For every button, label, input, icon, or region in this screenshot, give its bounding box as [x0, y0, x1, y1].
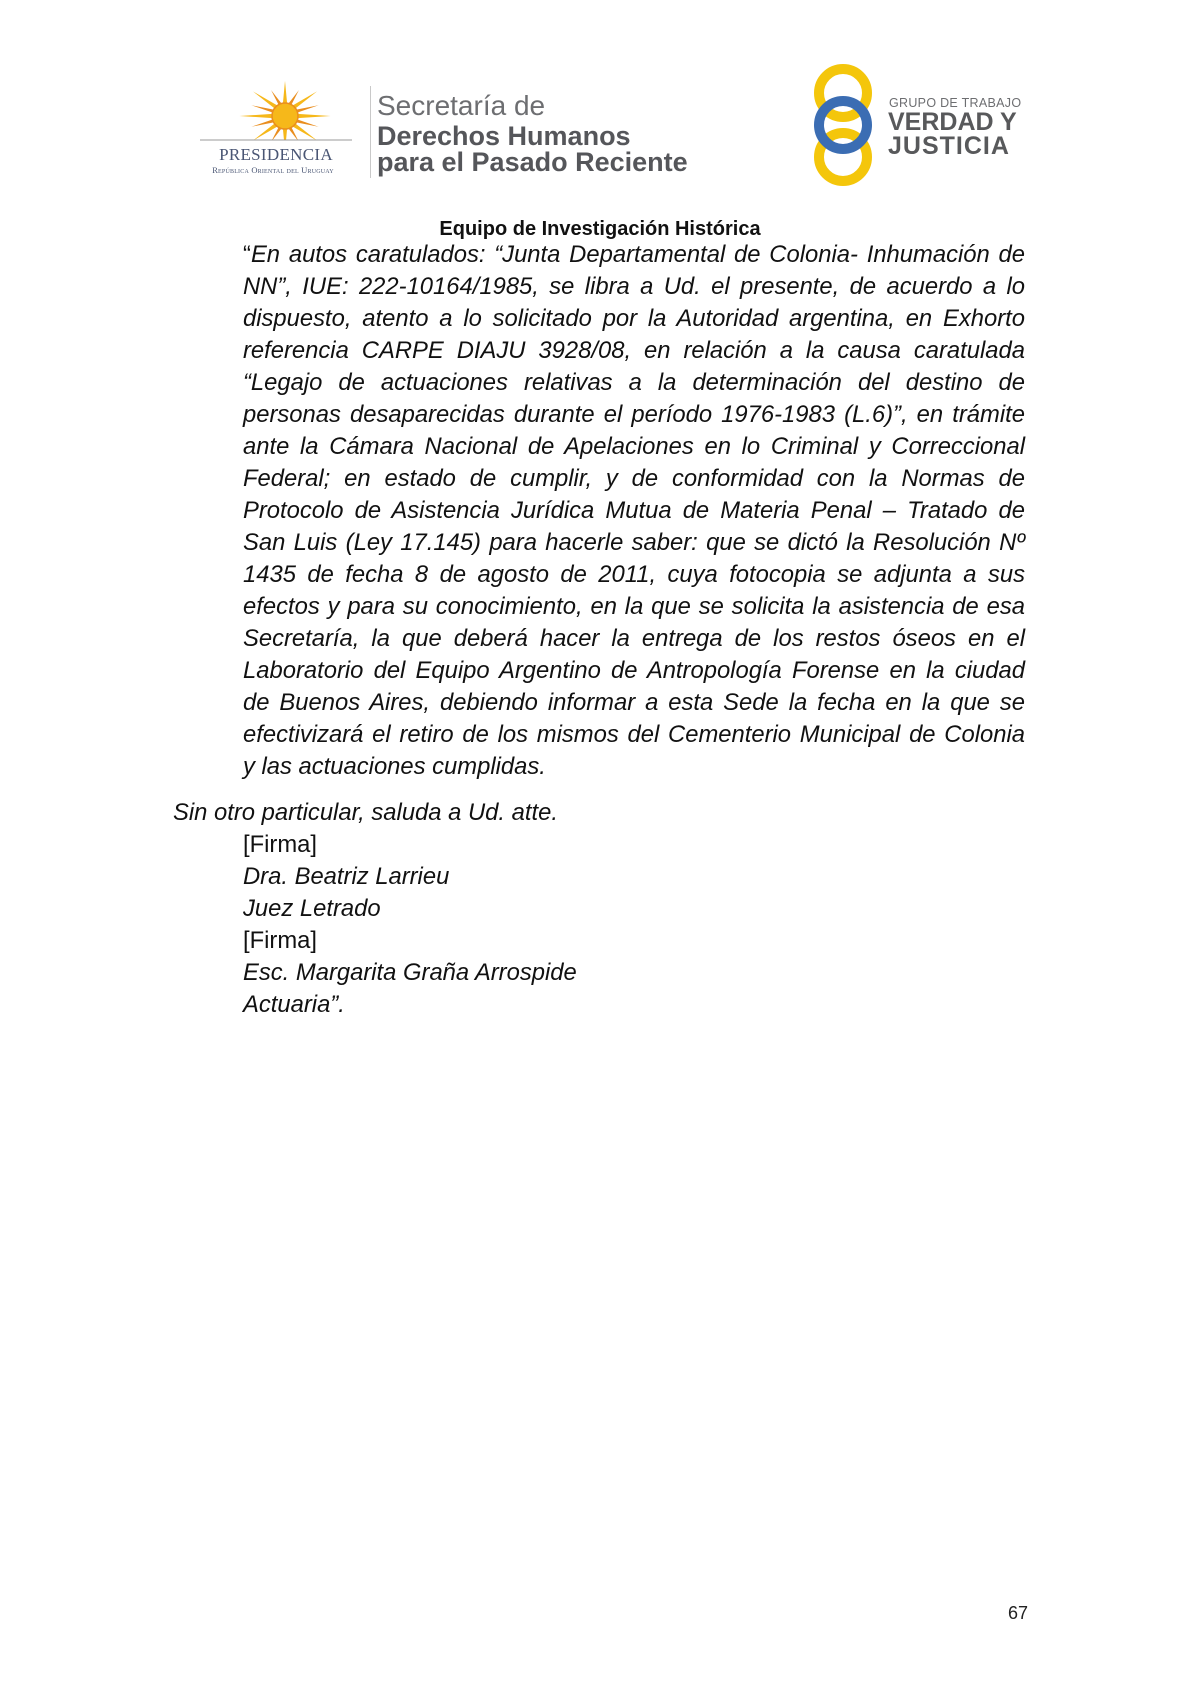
sun-ray — [271, 90, 281, 105]
signer-title: Actuaria”. — [243, 991, 345, 1018]
paragraph-line: efectos y para su conocimiento, en la que se solicita la asistencia de esa — [243, 593, 1025, 620]
signature-block — [243, 829, 577, 1021]
sun-ray — [283, 81, 287, 103]
signature-placeholder: [Firma] — [243, 831, 318, 858]
paragraph-line: 1435 de fecha 8 de agosto de 2011, cuya fotocopia se adjunta a sus — [243, 561, 1025, 588]
paragraph-line: Federal; en estado de cumplir, y de conformidad con la Normas de — [243, 465, 1025, 492]
opening-quote: “ — [243, 241, 251, 268]
presidencia-subtitle: República Oriental del Uruguay — [212, 165, 334, 175]
paragraph-line: referencia CARPE DIAJU 3928/08, en relación a la causa caratulada — [243, 337, 1025, 364]
sun-ray — [296, 105, 318, 112]
secretaria-line-2: Derechos Humanos — [377, 121, 631, 151]
paragraph-line: Protocolo de Asistencia Jurídica Mutua de Materia Penal – Tratado de — [243, 497, 1025, 524]
paragraph-line: efectivizará el retiro de los mismos del Cementerio Municipal de Colonia — [243, 721, 1025, 748]
sun-ray — [289, 90, 299, 105]
header-divider — [370, 86, 371, 178]
paragraph-line: Secretaría, la que deberá hacer la entrega de los restos óseos en el — [243, 625, 1025, 652]
sun-ray — [298, 114, 331, 118]
grupo-line-1: GRUPO DE TRABAJO — [889, 96, 1022, 110]
paragraph-line: San Luis (Ley 17.145) para hacerle saber: que se dictó la Resolución Nº — [243, 529, 1025, 556]
presidencia-name: PRESIDENCIA — [219, 145, 333, 164]
signer-title: Juez Letrado — [243, 895, 381, 922]
paragraph-line: NN”, IUE: 222-10164/1985, se libra a Ud. el presente, de acuerdo a lo — [243, 273, 1025, 300]
paragraph-line: y las actuaciones cumplidas. — [243, 753, 546, 780]
interlocking-rings-icon — [808, 60, 880, 190]
signature-placeholder: [Firma] — [243, 927, 318, 954]
signer-name: Dra. Beatriz Larrieu — [243, 863, 450, 890]
paragraph-line: personas desaparecidas durante el período 1976-1983 (L.6)”, en trámite — [243, 401, 1025, 428]
secretaria-line-1: Secretaría de — [377, 90, 546, 121]
signer-name: Esc. Margarita Graña Arrospide — [243, 959, 577, 986]
sun-ray — [240, 114, 273, 118]
secretaria-line-3: para el Pasado Reciente — [377, 147, 688, 177]
paragraph-line-text: En autos caratulados: “Junta Departamental de Colonia- Inhumación de — [250, 241, 1025, 268]
sun-emblem-icon — [195, 78, 365, 148]
grupo-line-3: JUSTICIA — [888, 132, 1010, 160]
sun-ray — [251, 105, 273, 112]
paragraph-line: “Legajo de actuaciones relativas a la determinación del destino de — [243, 369, 1025, 396]
paragraph-line — [243, 239, 1025, 271]
grupo-line-2: VERDAD Y — [888, 108, 1017, 136]
sun-ray — [251, 120, 273, 127]
paragraph-line: Laboratorio del Equipo Argentino de Antropología Forense en la ciudad — [243, 657, 1025, 684]
page-number: 67 — [1007, 1603, 1028, 1623]
paragraph-line: dispuesto, atento a lo solicitado por la Autoridad argentina, en Exhorto — [243, 305, 1025, 332]
sun-ray — [296, 120, 318, 127]
paragraph-line: de Buenos Aires, debiendo informar a esta Sede la fecha en la que se — [243, 689, 1025, 716]
closing-line: Sin otro particular, saluda a Ud. atte. — [173, 799, 558, 826]
quoted-paragraph — [243, 239, 1025, 783]
ring-middle — [819, 101, 867, 149]
paragraph-line: ante la Cámara Nacional de Apelaciones en lo Criminal y Correccional — [243, 433, 1025, 460]
team-heading: Equipo de Investigación Histórica — [439, 218, 761, 240]
sun-disc — [272, 103, 298, 129]
